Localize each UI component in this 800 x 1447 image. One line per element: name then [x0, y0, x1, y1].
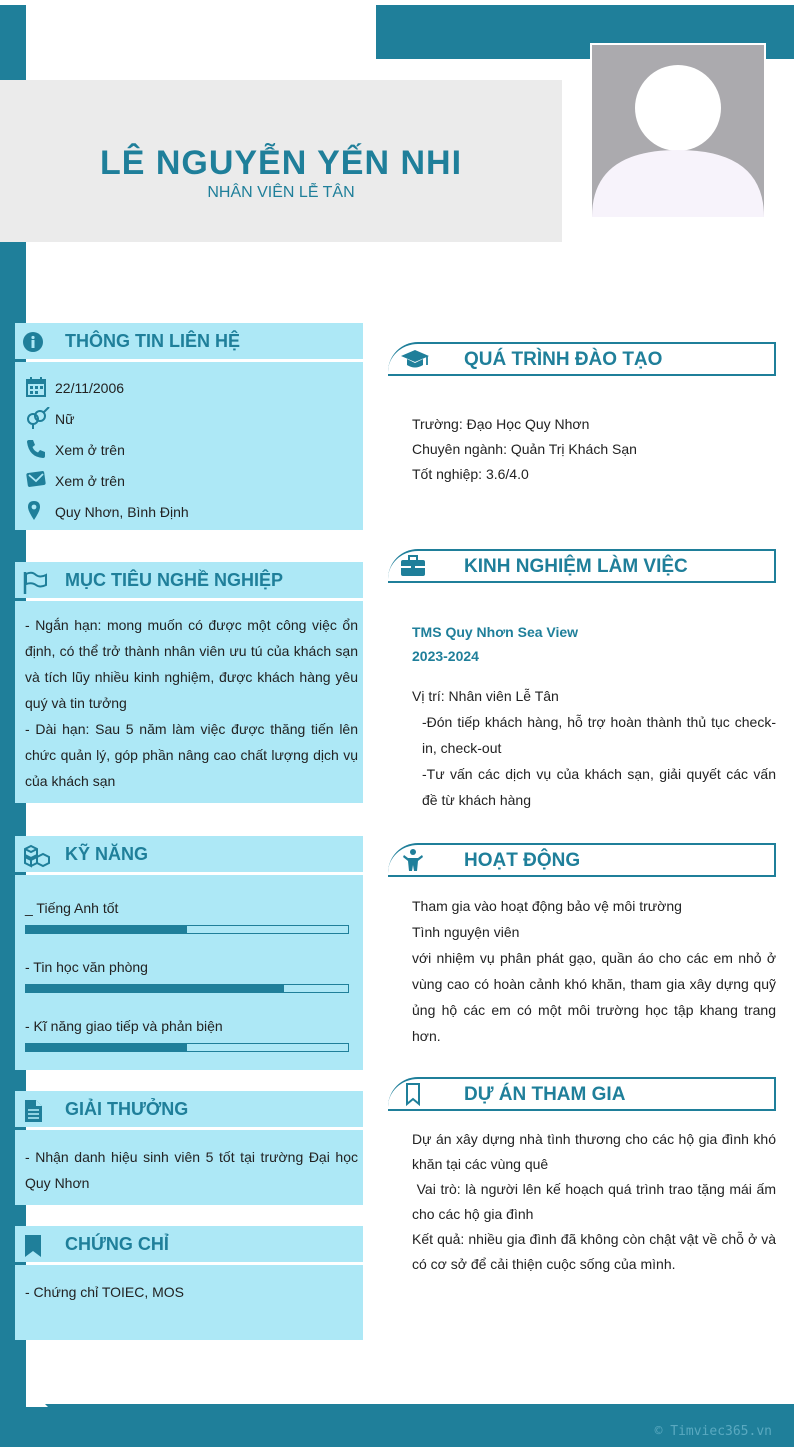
- experience-header: [412, 620, 776, 668]
- gender-icon: [25, 407, 47, 429]
- footer-watermark: © Timviec365.vn: [654, 1424, 772, 1439]
- info-icon: [22, 331, 44, 353]
- document-icon: [22, 1099, 44, 1121]
- experience-body: [412, 683, 776, 813]
- activity-item: với nhiệm vụ phân phát gạo, quần áo cho các em nhỏ ở vùng cao có hoàn cảnh khó khăn, tham gia xây dựng quỹ ủng hộ các em có một môi trường học tập khang trang hơn.: [412, 950, 776, 1044]
- objective-text: [25, 612, 358, 794]
- email-icon: [25, 469, 47, 491]
- awards-title: GIẢI THƯỞNG: [65, 1099, 189, 1119]
- objective-section-body: [15, 601, 363, 803]
- graduation-cap-icon: [400, 347, 426, 371]
- avatar-placeholder-icon: [592, 45, 764, 217]
- awards-section-body: [15, 1130, 363, 1205]
- activities-section-header: [388, 843, 776, 877]
- education-title: QUÁ TRÌNH ĐÀO TẠO: [464, 349, 663, 370]
- email-value: Xem ở trên: [55, 473, 125, 489]
- contact-section-body: [15, 362, 363, 530]
- awards-section-header: [15, 1091, 363, 1127]
- projects-section-header: [388, 1077, 776, 1111]
- flag-icon: [22, 570, 44, 592]
- name-band: [0, 80, 562, 242]
- bookmark-icon: [22, 1234, 44, 1256]
- education-section-header: [388, 342, 776, 376]
- phone-icon: [25, 438, 47, 460]
- skills-section-body: [15, 875, 363, 1070]
- gender-value: Nữ: [55, 411, 75, 427]
- project-item: Dự án xây dựng nhà tình thương cho các hộ gia đình khó khăn tại các vùng quê: [412, 1131, 776, 1172]
- experience-title: KINH NGHIỆM LÀM VIỆC: [464, 556, 688, 577]
- objective-long-term: - Dài hạn: Sau 5 năm làm việc được thăng tiến lên chức quản lý, góp phần nâng cao chất lượng dịch vụ của khách sạn: [25, 721, 358, 789]
- job-title: NHÂN VIÊN LỄ TÂN: [207, 184, 355, 201]
- experience-period: 2023-2024: [412, 648, 479, 664]
- experience-company: TMS Quy Nhơn Sea View: [412, 624, 579, 640]
- activities-body: [412, 893, 776, 1049]
- project-item: Kết quả: nhiều gia đình đã không còn chật vật về chỗ ở và có cơ sở để cải thiện cuộc sống của mình.: [412, 1231, 776, 1272]
- skill-bar: [25, 925, 349, 934]
- skill-name: _ Tiếng Anh tốt: [25, 900, 119, 916]
- experience-section-header: [388, 549, 776, 583]
- certificates-text: - Chứng chỉ TOIEC, MOS: [25, 1284, 185, 1300]
- education-gpa: Tốt nghiệp: 3.6/4.0: [412, 466, 529, 482]
- education-body: [412, 412, 776, 487]
- projects-body: [412, 1127, 780, 1277]
- experience-duty: -Tư vấn các dịch vụ của khách sạn, giải quyết các vấn đề từ khách hàng: [422, 766, 776, 808]
- candidate-name: LÊ NGUYỄN YẾN NHI: [99, 144, 463, 182]
- activity-item: Tham gia vào hoạt động bảo vệ môi trường: [412, 898, 682, 914]
- skill-bar-fill: [26, 1044, 187, 1051]
- contact-title: THÔNG TIN LIÊN HỆ: [65, 331, 240, 351]
- education-major: Chuyên ngành: Quản Trị Khách Sạn: [412, 441, 637, 457]
- skill-bar-fill: [26, 985, 284, 992]
- certificates-section-body: [15, 1265, 363, 1340]
- education-school: Trường: Đạo Học Quy Nhơn: [412, 416, 590, 432]
- activity-item: Tình nguyện viên: [412, 924, 520, 940]
- person-icon: [400, 848, 426, 872]
- skills-section-header: [15, 836, 363, 872]
- avatar[interactable]: [590, 43, 766, 219]
- skill-bar-fill: [26, 926, 187, 933]
- location-value: Quy Nhơn, Bình Định: [55, 504, 189, 520]
- skill-bar: [25, 984, 349, 993]
- cubes-icon: [22, 844, 44, 866]
- certificates-title: CHỨNG CHỈ: [65, 1234, 169, 1254]
- skill-name: - Kĩ năng giao tiếp và phản biện: [25, 1018, 223, 1034]
- projects-title: DỰ ÁN THAM GIA: [464, 1084, 626, 1105]
- activities-title: HOẠT ĐỘNG: [464, 850, 581, 871]
- experience-position: Vị trí: Nhân viên Lễ Tân: [412, 688, 559, 704]
- objective-section-header: [15, 562, 363, 598]
- experience-duty: -Đón tiếp khách hàng, hỗ trợ hoàn thành thủ tục check-in, check-out: [422, 714, 776, 756]
- project-item: Vai trò: là người lên kế hoạch quá trình trao tặng mái ấm cho các hộ gia đình: [412, 1181, 780, 1222]
- birthday-value: 22/11/2006: [55, 380, 125, 396]
- objective-short-term: - Ngắn hạn: mong muốn có được một công việc ổn định, có thể trở thành nhân viên ưu tú của khách sạn và tích lũy nhiều kinh nghiệm, được khách hàng yêu quý và tin tưởng: [25, 617, 358, 711]
- objective-title: MỤC TIÊU NGHỀ NGHIỆP: [65, 570, 284, 590]
- location-icon: [25, 500, 47, 522]
- phone-value: Xem ở trên: [55, 442, 125, 458]
- skills-title: KỸ NĂNG: [65, 844, 149, 864]
- contact-section-header: [15, 323, 363, 359]
- awards-text: - Nhận danh hiệu sinh viên 5 tốt tại trường Đại học Quy Nhơn: [25, 1149, 358, 1191]
- calendar-icon: [25, 376, 47, 398]
- skill-name: - Tin học văn phòng: [25, 959, 148, 975]
- skill-bar: [25, 1043, 349, 1052]
- bookmark-outline-icon: [400, 1082, 426, 1106]
- briefcase-icon: [400, 554, 426, 578]
- certificates-section-header: [15, 1226, 363, 1262]
